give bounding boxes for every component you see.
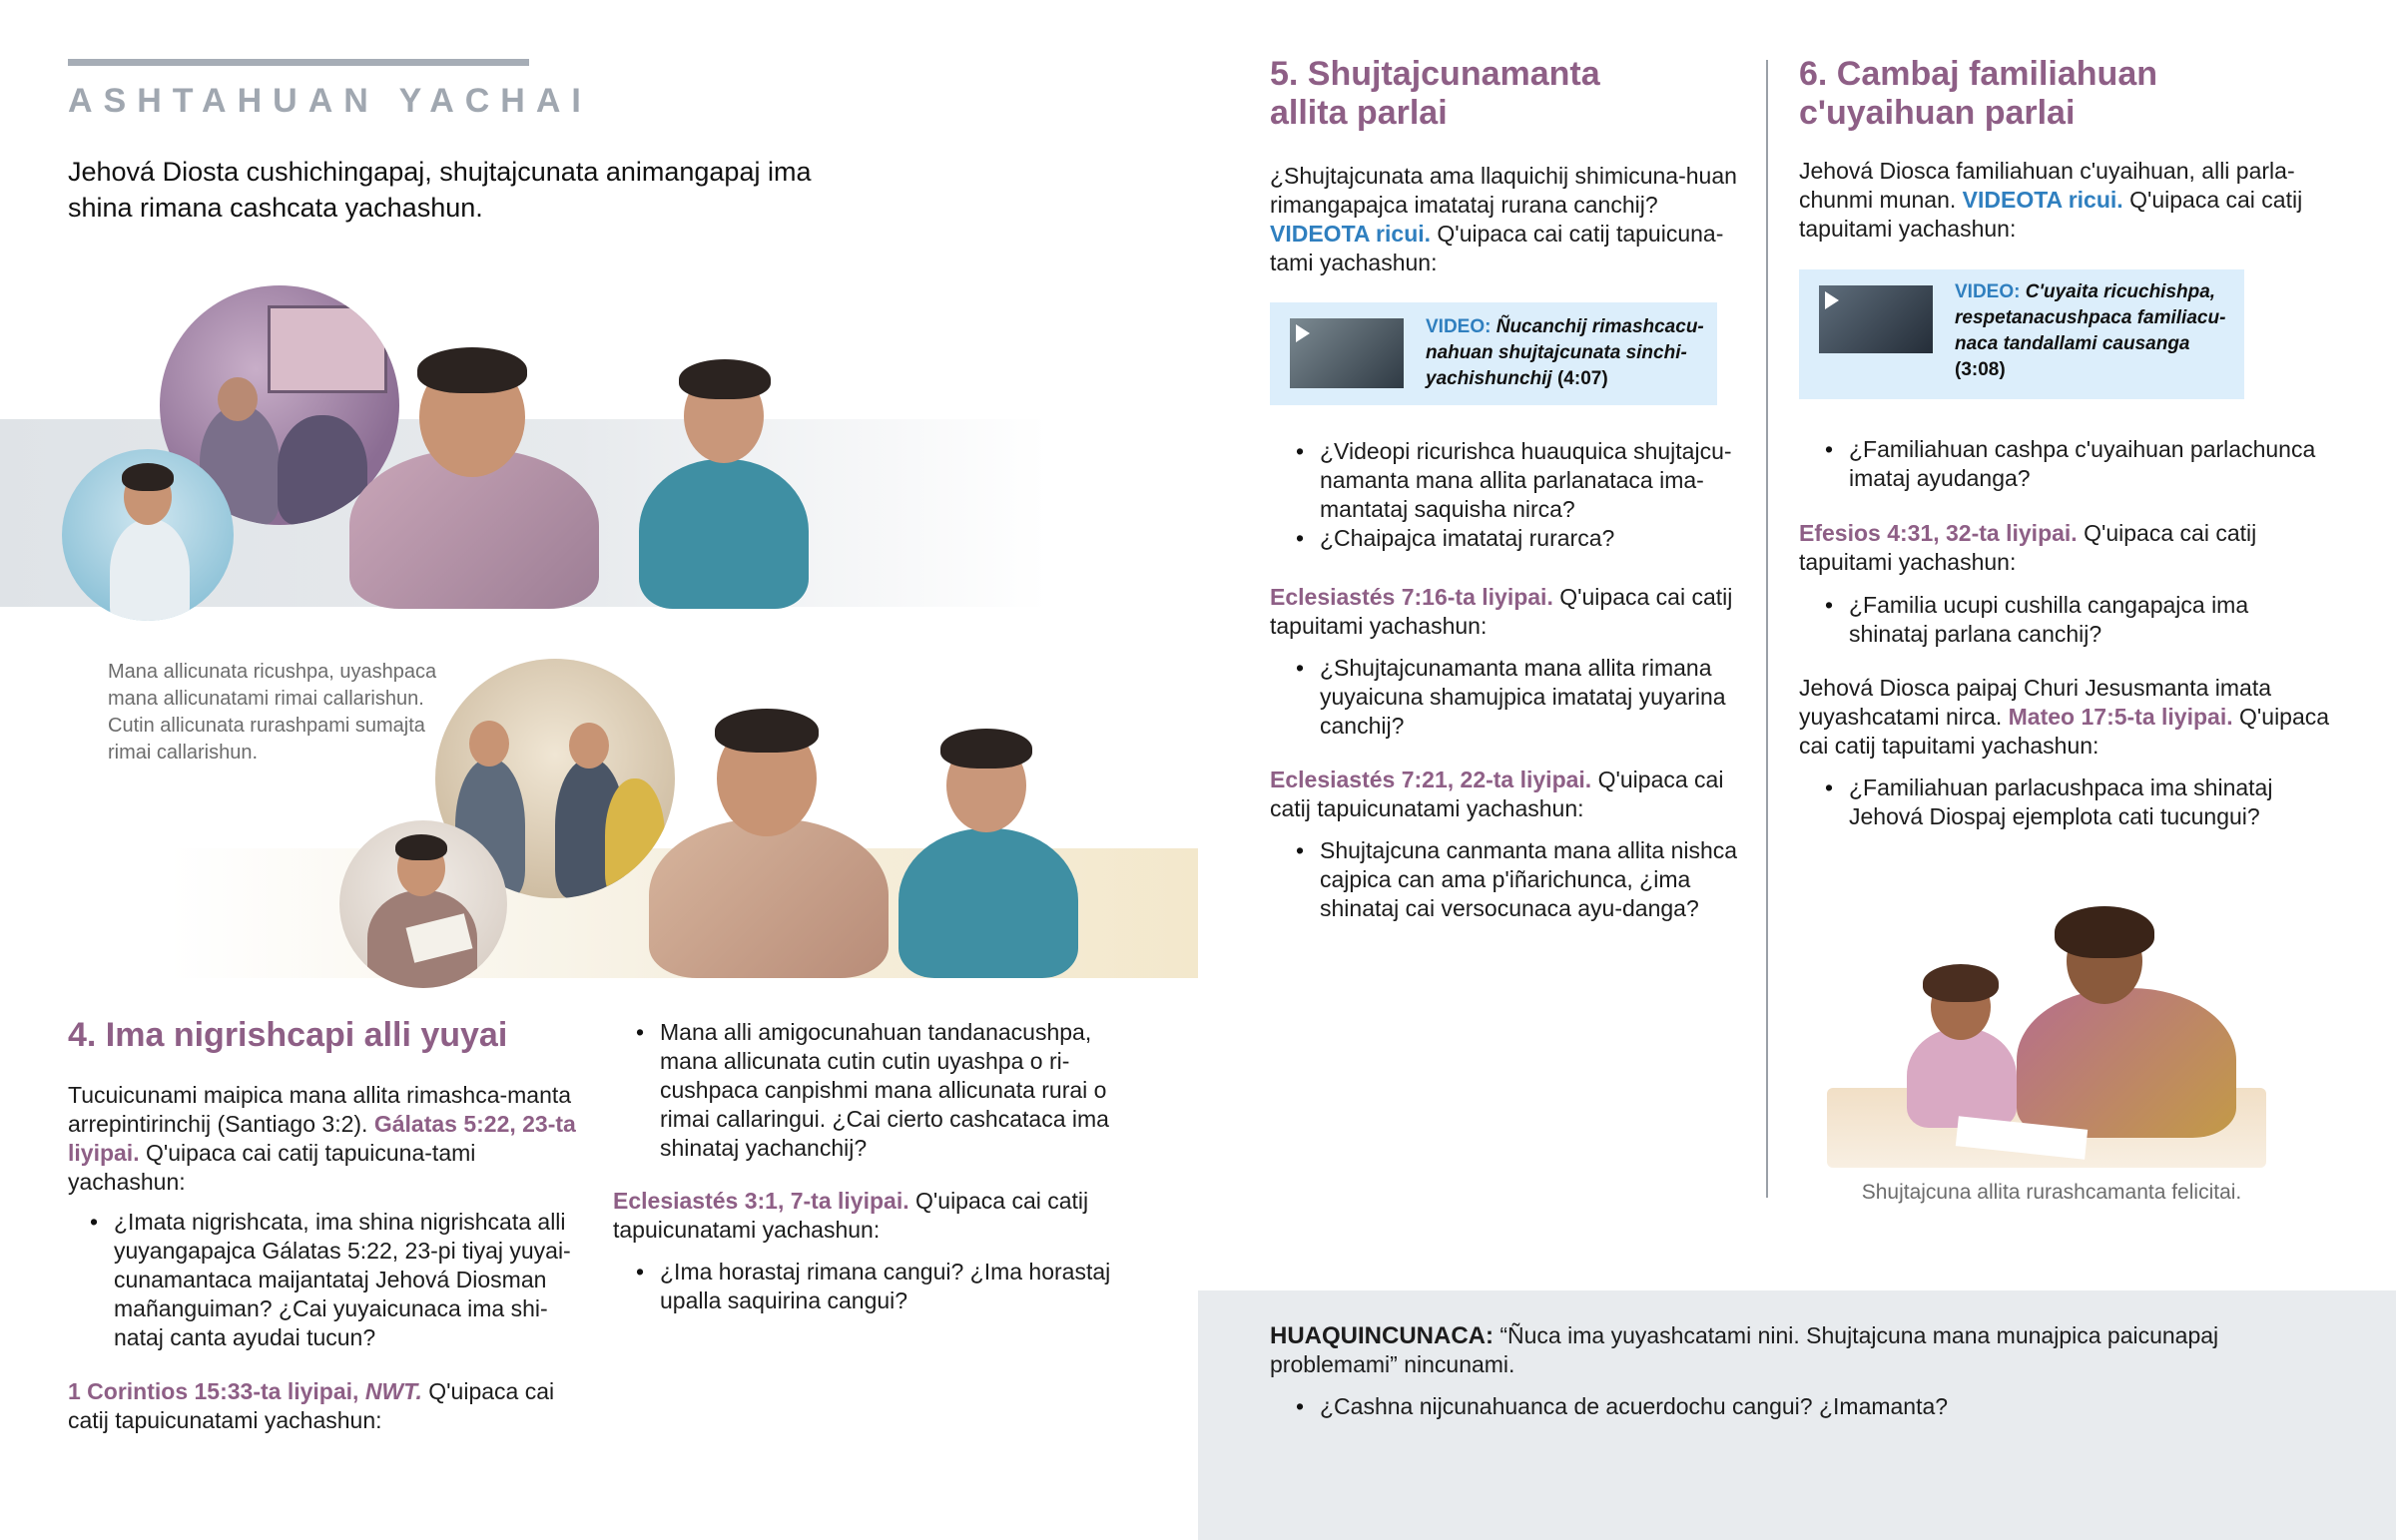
video-info[interactable] <box>1955 279 2238 383</box>
section-4-title: 4. Ima nigrishcapi alli yuyai <box>68 1016 508 1054</box>
question-item: • Mana alli amigocunahuan tandanacushpa, mana allicunata cutin cutin uyashpa o ri-cushpaca canpishmi mana allicunata rurai o rimai callaringui. ¿Cai cierto cashcataca ima shinataj yachanchij? <box>636 1018 1115 1163</box>
video-card-5[interactable] <box>1270 302 1717 405</box>
note-questions <box>1296 1392 2194 1421</box>
column-divider <box>1766 60 1768 1198</box>
arguing-man-figure <box>329 339 629 609</box>
section-4-questions-2 <box>636 1018 1115 1163</box>
video-thumbnail[interactable] <box>1819 285 1933 353</box>
header-rule <box>68 59 529 66</box>
section-6-title <box>1799 55 2318 133</box>
video-label: VIDEO: <box>1426 316 1492 337</box>
scripture-reference[interactable]: Eclesiastés 7:21, 22-ta liyipai. <box>1270 767 1592 792</box>
video-title[interactable]: Ñucanchij rimashcacu-nahuan shujtajcunata sinchi-yachishunchij <box>1426 316 1704 389</box>
section-6-paragraph-1 <box>1799 157 2358 244</box>
question-item: • ¿Ima horastaj rimana cangui? ¿Ima horastaj upalla saquirina cangui? <box>636 1258 1135 1315</box>
section-6-questions-2 <box>1825 591 2324 649</box>
section-4-paragraph-2 <box>68 1377 577 1435</box>
section-label: ASHTAHUAN YACHAI <box>68 82 592 120</box>
illustration-caption: Mana allicunata ricushpa, uyashpaca mana allicunatami rimai callarishun. Cutin allicunata rurashpami sumajta rimai callarishun. <box>108 661 437 764</box>
body-text: Q'uipaca cai catij tapuicunatami yachashun: <box>613 1188 1089 1243</box>
body-text: Jehová Diosca familiahuan c'uyaihuan, alli parla-chunmi munan. <box>1799 158 2295 213</box>
section-4-questions-1 <box>90 1208 579 1352</box>
section-6-paragraph-2 <box>1799 519 2338 577</box>
section-4-paragraph-1 <box>68 1081 577 1197</box>
scripture-reference[interactable]: 1 Corintios 15:33-ta liyipai, <box>68 1378 359 1404</box>
section-5-paragraph-1 <box>1270 162 1739 277</box>
intro-text: Jehová Diosta cushichingapaj, shujtajcunata animangapaj ima shina rimana cashcata yachashun. <box>68 157 812 223</box>
video-label: VIDEO: <box>1955 281 2021 302</box>
video-title[interactable]: C'uyaita ricuchishpa, respetanacushpaca familiacu-naca tandallami causanga <box>1955 281 2226 354</box>
smiling-woman-figure <box>898 729 1078 978</box>
scripture-reference[interactable]: Mateo 17:5-ta liyipai. <box>2008 704 2233 730</box>
section-5-title-line-1: 5. Shujtajcunamanta <box>1270 55 1600 93</box>
question-item: • ¿Familia ucupi cushilla cangapajca ima shinataj parlana canchij? <box>1825 591 2324 649</box>
drawing-caption: Shujtajcuna allita rurashcamanta felicitai. <box>1861 1181 2242 1204</box>
note-quote: “Ñuca ima yuyashcatami nini. Shujtajcuna mana munajpica paicunapaj problemami” nincunami. <box>1270 1322 2219 1377</box>
body-text: ¿Shujtajcunata ama llaquichij shimicuna-huan rimangapajca imatataj rurana canchij? <box>1270 163 1737 218</box>
video-info[interactable] <box>1426 314 1709 392</box>
section-6-questions-1 <box>1825 435 2344 493</box>
body-text: Q'uipaca cai catij tapuitami yachashun: <box>1799 187 2303 242</box>
listening-woman-figure <box>639 359 809 609</box>
body-text: Q'uipaca cai catij tapuitami yachashun: <box>1799 520 2257 575</box>
body-text: Tucuicunami maipica mana allita rimashca-manta arrepintirinchij (Santiago 3:2). <box>68 1082 572 1137</box>
question-item: • Shujtajcuna canmanta mana allita nishca cajpica can ama p'iñarichunca, ¿ima shinataj cai versocunaca ayu-danga? <box>1296 836 1745 923</box>
question-item: • ¿Videopi ricurishca huauquica shujtajcu-namanta mana allita parlanataca ima-mantataj saquisha nirca? <box>1296 437 1745 524</box>
video-duration: (3:08) <box>1955 359 2006 380</box>
section-6-paragraph-3 <box>1799 674 2358 761</box>
section-5-paragraph-2 <box>1270 583 1739 641</box>
section-6-title-line-1: 6. Cambaj familiahuan <box>1799 55 2157 93</box>
body-text: Q'uipaca cai catij tapuicunatami yachashun: <box>1270 767 1724 821</box>
video-thumbnail[interactable] <box>1290 318 1404 388</box>
reading-illustration <box>339 820 507 988</box>
section-5-questions-1 <box>1296 437 1745 553</box>
play-icon[interactable] <box>1296 324 1310 342</box>
question-item: • ¿Shujtajcunamanta mana allita rimana yuyaicuna shamujpica imatataj yuyarina canchij? <box>1296 654 1745 741</box>
note-paragraph <box>1270 1321 2288 1379</box>
play-icon[interactable] <box>1825 291 1839 309</box>
question-item: • ¿Cashna nijcunahuanca de acuerdochu cangui? ¿Imamanta? <box>1296 1392 2194 1421</box>
kind-man-figure <box>649 699 908 978</box>
section-5-title <box>1270 55 1729 133</box>
body-text: Q'uipaca cai catij tapuicuna-tami yachashun: <box>1270 221 1724 275</box>
body-text: Q'uipaca cai catij tapuitami yachashun: <box>1270 584 1733 639</box>
question-item: • ¿Chaipajca imatataj rurarca? <box>1296 524 1745 553</box>
section-5-questions-2 <box>1296 654 1745 741</box>
body-text: Q'uipaca cai catij tapuicuna-tami yachashun: <box>68 1140 476 1195</box>
headphones-illustration <box>62 449 234 621</box>
watch-video-link[interactable]: VIDEOTA ricui. <box>1962 187 2123 213</box>
mother-child-drawing-illustration <box>1827 898 2266 1168</box>
video-card-6[interactable] <box>1799 269 2244 399</box>
question-item: • ¿Imata nigrishcata, ima shina nigrishcata alli yuyangapajca Gálatas 5:22, 23-pi tiyaj yuyai-cunamantaca maijantataj Jehová Diosman mañanguiman? ¿Cai yuyaicunaca ima shi-nataj canta ayudai tucun? <box>90 1208 579 1352</box>
body-text: Q'uipaca cai catij tapuicunatami yachashun: <box>68 1378 555 1433</box>
section-4-questions-3 <box>636 1258 1135 1315</box>
note-label: HUAQUINCUNACA: <box>1270 1322 1494 1349</box>
section-5-paragraph-3 <box>1270 766 1739 823</box>
scripture-reference[interactable]: Eclesiastés 3:1, 7-ta liyipai. <box>613 1188 909 1214</box>
scripture-reference[interactable]: Efesios 4:31, 32-ta liyipai. <box>1799 520 2078 546</box>
section-5-questions-3 <box>1296 836 1745 923</box>
question-item: • ¿Familiahuan parlacushpaca ima shinataj Jehová Diospaj ejemplota cati tucungui? <box>1825 773 2324 831</box>
video-duration: (4:07) <box>1556 368 1608 389</box>
bible-version-label: NWT. <box>364 1378 422 1404</box>
scripture-reference[interactable]: Eclesiastés 7:16-ta liyipai. <box>1270 584 1553 610</box>
scripture-reference[interactable]: Gálatas 5:22, 23-ta liyipai. <box>68 1111 576 1166</box>
body-text: Q'uipaca cai catij tapuitami yachashun: <box>1799 704 2330 759</box>
section-5-title-line-2: allita parlai <box>1270 94 1448 132</box>
body-text: Jehová Diosca paipaj Churi Jesusmanta imata yuyashcatami nirca. <box>1799 675 2272 730</box>
section-4-paragraph-3 <box>613 1187 1132 1245</box>
section-6-questions-3 <box>1825 773 2324 831</box>
question-item: • ¿Familiahuan cashpa c'uyaihuan parlachunca imataj ayudanga? <box>1825 435 2344 493</box>
section-6-title-line-2: c'uyaihuan parlai <box>1799 94 2076 132</box>
watch-video-link[interactable]: VIDEOTA ricui. <box>1270 221 1432 247</box>
